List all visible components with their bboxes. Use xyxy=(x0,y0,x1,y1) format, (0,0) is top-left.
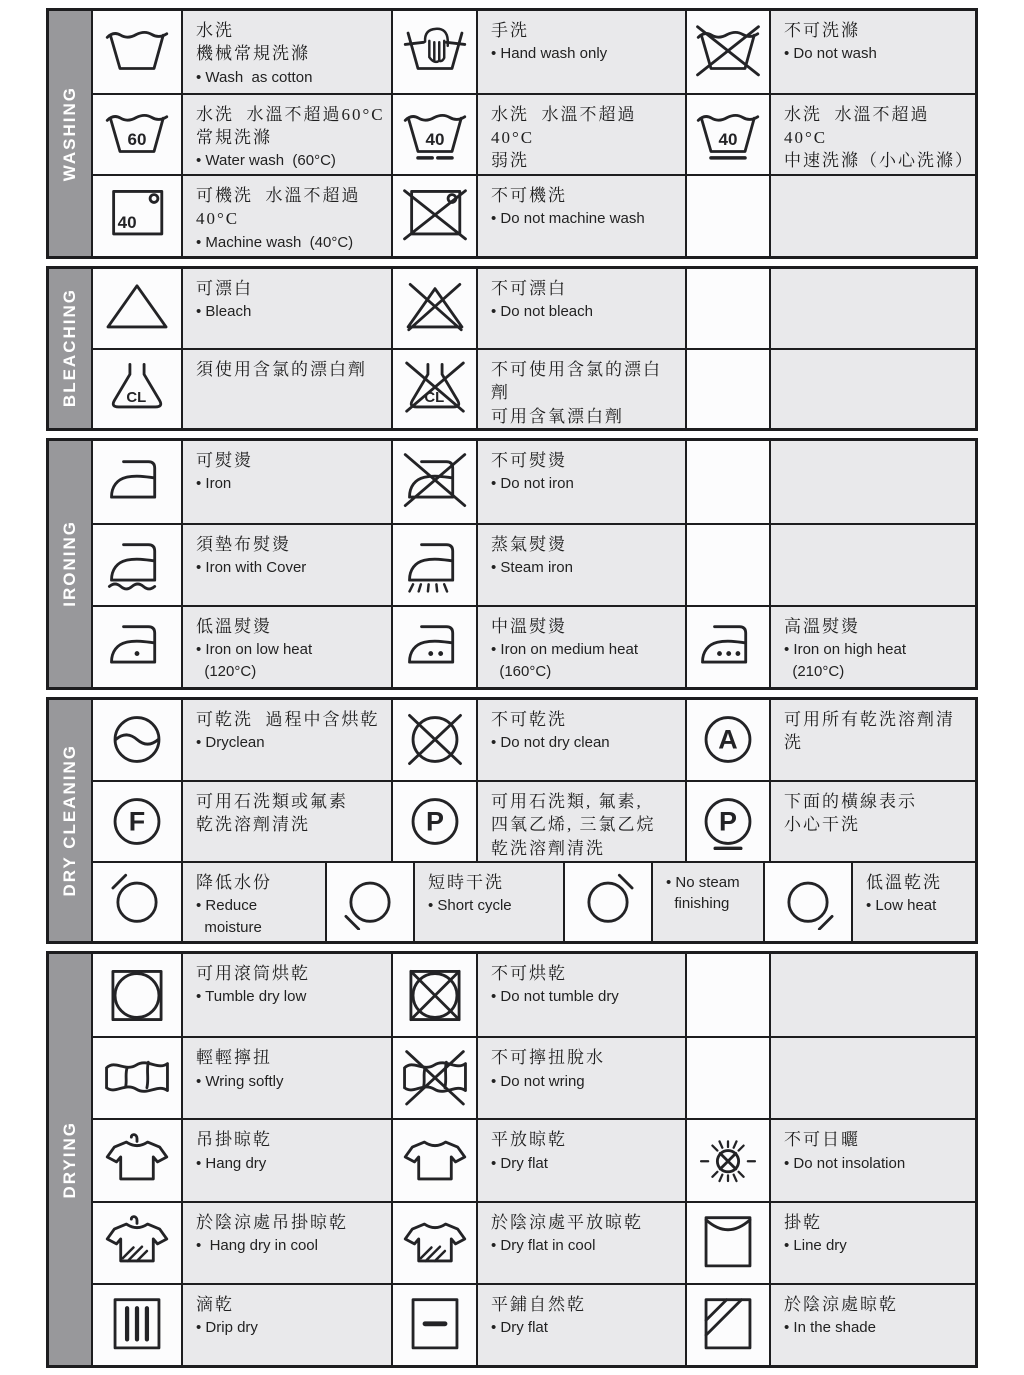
wring-cell xyxy=(93,1036,181,1118)
table-row xyxy=(93,605,975,687)
symbol-description xyxy=(181,1118,391,1200)
circle-F-icon xyxy=(103,793,171,850)
svg-text:40: 40 xyxy=(425,129,444,149)
symbol-description xyxy=(476,1036,685,1118)
description-line-en: • Iron on medium heat xyxy=(491,640,638,658)
do-not-insolation-cell xyxy=(685,1118,769,1200)
description-line-en: moisture xyxy=(196,918,262,936)
circle-P-underline-icon xyxy=(694,793,762,850)
wash-tub-icon xyxy=(103,23,171,80)
table-row xyxy=(93,441,975,523)
symbol-description xyxy=(181,605,391,687)
symbol-description xyxy=(476,523,685,605)
svg-text:P: P xyxy=(719,806,737,837)
iron-medium-icon xyxy=(401,618,469,675)
circle-slash-bl-cell xyxy=(325,861,413,942)
svg-text:CL: CL xyxy=(126,390,147,407)
do-not-wring-cell xyxy=(391,1036,476,1118)
do-not-wring-icon xyxy=(401,1050,469,1107)
hand-wash-icon xyxy=(401,23,469,80)
description-line-en: • Drip dry xyxy=(196,1319,258,1337)
description-line-en: • Do not machine wash xyxy=(491,210,645,228)
chlorine-bleach-flask-icon xyxy=(103,360,171,417)
svg-text:F: F xyxy=(128,806,146,837)
description-line-zh: 可乾洗 過程中含烘乾 xyxy=(196,709,380,729)
symbol-description xyxy=(181,441,391,523)
dryclean-circle-icon xyxy=(103,711,171,768)
iron-medium-cell xyxy=(391,605,476,687)
line-dry-cell xyxy=(685,1201,769,1283)
do-not-insolation-icon xyxy=(694,1132,762,1189)
in-the-shade-cell xyxy=(685,1283,769,1365)
description-line-zh: 手洗 xyxy=(491,21,529,40)
description-line-en: • Do not wash xyxy=(784,45,877,63)
circle-P-underline-cell xyxy=(685,780,769,861)
description-line-zh: 於陰涼處平放晾乾 xyxy=(491,1212,643,1232)
description-line-en: • Line dry xyxy=(784,1237,847,1255)
symbol-description xyxy=(769,1118,975,1200)
section-washing xyxy=(46,8,978,259)
description-line-zh: 四氧乙烯, 三氯乙烷 xyxy=(491,815,656,835)
section-rows xyxy=(93,441,975,687)
tumble-dry-cell xyxy=(93,954,181,1036)
description-line-en: • Machine wash (40°C) xyxy=(196,233,354,251)
description-line-zh: 水洗 水溫不超過40°C xyxy=(491,104,637,147)
description-line-zh: 不可洗滌 xyxy=(784,21,860,40)
section-bleaching xyxy=(46,266,978,431)
iron-with-cover-cell xyxy=(93,523,181,605)
symbol-description xyxy=(769,1283,975,1365)
description-line-zh: 可用石洗類或氟素 xyxy=(196,792,348,811)
section-sidebar-ironing xyxy=(49,441,93,687)
section-label: BLEACHING xyxy=(60,288,79,408)
table-row xyxy=(93,700,975,781)
dry-flat-shade-icon xyxy=(401,1214,469,1271)
empty-symbol-cell xyxy=(685,269,769,349)
description-line-zh: 可用含氧漂白劑 xyxy=(491,406,624,426)
symbol-description xyxy=(181,348,391,428)
circle-slash-tr-cell xyxy=(563,861,651,942)
iron-high-cell xyxy=(685,605,769,687)
symbol-description xyxy=(769,174,975,256)
symbol-description xyxy=(476,780,685,861)
hang-dry-shade-icon xyxy=(103,1214,171,1271)
hang-dry-shade-cell xyxy=(93,1201,181,1283)
description-line-zh: 於陰涼處吊掛晾乾 xyxy=(196,1212,348,1232)
description-line-zh: 可漂白 xyxy=(196,278,253,298)
description-line-en: • Reduce xyxy=(196,896,258,914)
svg-text:40: 40 xyxy=(117,213,137,233)
description-line-zh: 於陰涼處晾乾 xyxy=(784,1294,898,1314)
description-line-zh: 蒸氣熨燙 xyxy=(491,534,567,554)
symbol-description xyxy=(769,1201,975,1283)
wash-tub-40-dash-icon xyxy=(401,106,469,163)
symbol-description xyxy=(769,523,975,605)
description-line-zh: 不可漂白 xyxy=(491,278,567,298)
wring-icon xyxy=(103,1050,171,1107)
do-not-dryclean-cell xyxy=(391,700,476,781)
steam-iron-icon xyxy=(401,536,469,593)
symbol-description xyxy=(476,441,685,523)
table-row xyxy=(93,174,975,256)
laundry-care-symbols-table xyxy=(46,8,978,1375)
description-line-en: • Dryclean xyxy=(196,733,265,751)
wash-tub-60-cell xyxy=(93,93,181,175)
description-line-zh: 小心干洗 xyxy=(784,815,860,835)
dry-flat-square-icon xyxy=(401,1296,469,1353)
bleach-triangle-icon xyxy=(103,280,171,337)
iron-cell xyxy=(93,441,181,523)
circle-P-icon xyxy=(401,793,469,850)
description-line-zh: 不可使用含氯的漂白劑 xyxy=(491,360,662,403)
do-not-iron-cell xyxy=(391,441,476,523)
table-row xyxy=(93,1118,975,1200)
do-not-bleach-cell xyxy=(391,269,476,349)
line-dry-icon xyxy=(694,1214,762,1271)
wash-tub-40-bar-cell xyxy=(685,93,769,175)
description-line-zh: 水洗 水溫不超過60°C xyxy=(196,104,385,124)
description-line-zh: 水洗 水溫不超過40°C xyxy=(784,104,930,147)
section-rows xyxy=(93,269,975,428)
description-line-en: • Bleach xyxy=(196,302,252,320)
description-line-en: • Water wash (60°C) xyxy=(196,152,336,170)
table-row xyxy=(93,348,975,428)
iron-with-cover-icon xyxy=(103,536,171,593)
description-line-zh: 可用滾筒烘乾 xyxy=(196,964,310,983)
description-line-zh: 不可乾洗 xyxy=(491,709,567,729)
svg-text:CL: CL xyxy=(423,390,444,407)
description-line-zh: 須使用含氯的漂白劑 xyxy=(196,360,367,379)
symbol-description xyxy=(181,11,391,93)
description-line-zh: 可熨燙 xyxy=(196,450,253,470)
symbol-description xyxy=(769,780,975,861)
symbol-description xyxy=(181,700,391,781)
symbol-description xyxy=(181,174,391,256)
symbol-description xyxy=(769,348,975,428)
hang-dry-cell xyxy=(93,1118,181,1200)
description-line-en: • Short cycle xyxy=(428,896,512,914)
symbol-description xyxy=(769,11,975,93)
hang-dry-icon xyxy=(103,1132,171,1189)
wash-tub-cell xyxy=(93,11,181,93)
symbol-description xyxy=(181,861,325,942)
in-the-shade-icon xyxy=(694,1296,762,1353)
bleach-triangle-cell xyxy=(93,269,181,349)
section-sidebar-washing xyxy=(49,11,93,256)
table-row xyxy=(93,954,975,1036)
symbol-description xyxy=(769,954,975,1036)
section-sidebar-dry-cleaning xyxy=(49,700,93,942)
section-drying xyxy=(46,951,978,1368)
dryclean-circle-cell xyxy=(93,700,181,781)
description-line-zh: 乾洗溶劑清洗 xyxy=(491,838,605,858)
wash-tub-40-bar-icon xyxy=(694,106,762,163)
description-line-zh: 掛乾 xyxy=(784,1212,822,1232)
table-row xyxy=(93,523,975,605)
description-line-zh: 可機洗 水溫不超過40°C xyxy=(196,186,361,229)
do-not-iron-icon xyxy=(401,453,469,510)
section-sidebar-drying xyxy=(49,954,93,1365)
description-line-zh: 低溫熨燙 xyxy=(196,616,272,636)
description-line-en: • In the shade xyxy=(784,1319,876,1337)
description-line-en: (160°C) xyxy=(491,662,552,680)
symbol-description xyxy=(181,954,391,1036)
iron-low-icon xyxy=(103,618,171,675)
description-line-zh: 常規洗滌 xyxy=(196,127,272,147)
table-row xyxy=(93,861,975,942)
symbol-description xyxy=(476,1283,685,1365)
description-line-en: • Iron with Cover xyxy=(196,558,307,576)
symbol-description xyxy=(181,780,391,861)
symbol-description xyxy=(181,1201,391,1283)
description-line-en: (120°C) xyxy=(196,662,257,680)
table-row xyxy=(93,11,975,93)
circle-slash-tl-icon xyxy=(103,873,171,930)
table-row xyxy=(93,269,975,349)
description-line-zh: 不可機洗 xyxy=(491,186,567,205)
symbol-description xyxy=(476,700,685,781)
symbol-description xyxy=(476,93,685,175)
description-line-zh: 乾洗溶劑清洗 xyxy=(196,815,310,835)
section-label: DRYING xyxy=(60,1120,79,1199)
description-line-en: • Do not dry clean xyxy=(491,733,610,751)
svg-text:60: 60 xyxy=(127,129,147,149)
circle-slash-bl-icon xyxy=(336,873,404,930)
section-rows xyxy=(93,11,975,256)
symbol-description xyxy=(476,269,685,349)
description-line-en: • Do not insolation xyxy=(784,1154,906,1172)
dry-flat-shirt-icon xyxy=(401,1132,469,1189)
empty-symbol-cell xyxy=(685,174,769,256)
symbol-description xyxy=(181,93,391,175)
description-line-en: • Dry flat xyxy=(491,1319,548,1337)
description-line-en: • Hang dry xyxy=(196,1154,267,1172)
description-line-en: (210°C) xyxy=(784,662,845,680)
symbol-description xyxy=(181,523,391,605)
svg-text:40: 40 xyxy=(718,129,738,149)
iron-low-cell xyxy=(93,605,181,687)
iron-icon xyxy=(103,453,171,510)
table-row xyxy=(93,1283,975,1365)
wash-tub-40-dash-cell xyxy=(391,93,476,175)
description-line-zh: 輕輕擰扭 xyxy=(196,1048,272,1068)
circle-P-cell xyxy=(391,780,476,861)
machine-wash-40-cell xyxy=(93,174,181,256)
section-rows xyxy=(93,700,975,942)
description-line-zh: 機械常規洗滌 xyxy=(196,44,310,64)
table-row xyxy=(93,780,975,861)
empty-symbol-cell xyxy=(685,441,769,523)
description-line-zh: 平鋪自然乾 xyxy=(491,1294,586,1314)
symbol-description xyxy=(476,954,685,1036)
tumble-dry-icon xyxy=(103,967,171,1024)
symbol-description xyxy=(769,93,975,175)
do-not-machine-wash-cell xyxy=(391,174,476,256)
symbol-description xyxy=(651,861,763,942)
symbol-description xyxy=(181,269,391,349)
drip-dry-cell xyxy=(93,1283,181,1365)
symbol-description xyxy=(476,348,685,428)
circle-slash-tl-cell xyxy=(93,861,181,942)
do-not-tumble-dry-icon xyxy=(401,967,469,1024)
circle-A-cell xyxy=(685,700,769,781)
iron-high-icon xyxy=(694,618,762,675)
symbol-description xyxy=(181,1036,391,1118)
do-not-wash-cell xyxy=(685,11,769,93)
description-line-en: • Hand wash only xyxy=(491,45,608,63)
machine-wash-40-icon xyxy=(103,187,171,244)
description-line-en: • Wring softly xyxy=(196,1072,284,1090)
symbol-description xyxy=(413,861,563,942)
description-line-zh: 中速洗滌（小心洗滌） xyxy=(784,151,974,171)
description-line-zh: 短時干洗 xyxy=(428,872,504,892)
circle-slash-tr-icon xyxy=(574,873,642,930)
symbol-description xyxy=(769,605,975,687)
section-label: WASHING xyxy=(60,85,79,181)
steam-iron-cell xyxy=(391,523,476,605)
description-line-en: finishing xyxy=(666,895,730,913)
description-line-en: • Dry flat in cool xyxy=(491,1237,596,1255)
empty-symbol-cell xyxy=(685,523,769,605)
dry-flat-shade-cell xyxy=(391,1201,476,1283)
table-row xyxy=(93,93,975,175)
description-line-zh: 吊掛晾乾 xyxy=(196,1130,272,1150)
table-row xyxy=(93,1036,975,1118)
symbol-description xyxy=(769,441,975,523)
description-line-en: • Do not bleach xyxy=(491,302,593,320)
symbol-description xyxy=(769,269,975,349)
description-line-en: • Do not tumble dry xyxy=(491,988,619,1006)
do-not-bleach-icon xyxy=(401,280,469,337)
no-chlorine-bleach-cell xyxy=(391,348,476,428)
description-line-zh: 降低水份 xyxy=(196,872,272,892)
description-line-zh: 不可擰扭脫水 xyxy=(491,1048,605,1068)
description-line-zh: 高溫熨燙 xyxy=(784,616,860,636)
no-chlorine-bleach-icon xyxy=(401,360,469,417)
description-line-en: • No steam xyxy=(666,873,740,891)
chlorine-bleach-flask-cell xyxy=(93,348,181,428)
circle-slash-br-cell xyxy=(763,861,851,942)
description-line-en: • Steam iron xyxy=(491,558,573,576)
description-line-en: • Do not wring xyxy=(491,1072,585,1090)
description-line-zh: 中溫熨燙 xyxy=(491,616,567,636)
section-label: DRY CLEANING xyxy=(60,744,79,897)
section-sidebar-bleaching xyxy=(49,269,93,428)
symbol-description xyxy=(476,1201,685,1283)
description-line-en: • Tumble dry low xyxy=(196,988,307,1006)
section-ironing xyxy=(46,438,978,690)
description-line-zh: 平放晾乾 xyxy=(491,1130,567,1150)
circle-A-icon xyxy=(694,711,762,768)
description-line-zh: 水洗 xyxy=(196,21,234,40)
description-line-en: • Do not iron xyxy=(491,474,574,492)
description-line-zh: 不可日曬 xyxy=(784,1130,860,1150)
svg-text:A: A xyxy=(718,724,738,755)
description-line-zh: 須墊布熨燙 xyxy=(196,534,291,554)
description-line-zh: 下面的橫線表示 xyxy=(784,792,917,811)
symbol-description xyxy=(769,700,975,781)
description-line-en: • Low heat xyxy=(866,896,937,914)
description-line-en: • Iron on high heat xyxy=(784,640,907,658)
symbol-description xyxy=(476,1118,685,1200)
symbol-description xyxy=(851,861,975,942)
description-line-zh: 低溫乾洗 xyxy=(866,872,942,892)
circle-F-cell xyxy=(93,780,181,861)
table-row xyxy=(93,1201,975,1283)
symbol-description xyxy=(476,605,685,687)
hand-wash-cell xyxy=(391,11,476,93)
description-line-zh: 可用石洗類, 氟素, xyxy=(491,792,643,811)
empty-symbol-cell xyxy=(685,954,769,1036)
symbol-description xyxy=(476,11,685,93)
description-line-en: • Iron on low heat xyxy=(196,640,313,658)
do-not-tumble-dry-cell xyxy=(391,954,476,1036)
symbol-description xyxy=(181,1283,391,1365)
svg-text:P: P xyxy=(425,806,444,837)
drip-dry-icon xyxy=(103,1296,171,1353)
wash-tub-60-icon xyxy=(103,106,171,163)
description-line-en: • Iron xyxy=(196,474,232,492)
description-line-zh: 可用所有乾洗溶劑清洗 xyxy=(784,709,955,752)
description-line-zh: 不可烘乾 xyxy=(491,964,567,983)
description-line-en: • Dry flat xyxy=(491,1154,548,1172)
empty-symbol-cell xyxy=(685,348,769,428)
section-dry-cleaning xyxy=(46,697,978,945)
description-line-zh: 弱洗 xyxy=(491,151,529,171)
description-line-zh: 不可熨燙 xyxy=(491,450,567,470)
circle-slash-br-icon xyxy=(774,873,842,930)
do-not-wash-icon xyxy=(694,23,762,80)
empty-symbol-cell xyxy=(685,1036,769,1118)
section-rows xyxy=(93,954,975,1365)
description-line-en: • Wash as cotton xyxy=(196,68,313,86)
description-line-en: • Hang dry in cool xyxy=(196,1237,318,1255)
do-not-machine-wash-icon xyxy=(401,187,469,244)
dry-flat-shirt-cell xyxy=(391,1118,476,1200)
symbol-description xyxy=(769,1036,975,1118)
section-label: IRONING xyxy=(60,520,79,607)
description-line-zh: 滴乾 xyxy=(196,1294,234,1314)
do-not-dryclean-icon xyxy=(401,711,469,768)
dry-flat-square-cell xyxy=(391,1283,476,1365)
symbol-description xyxy=(476,174,685,256)
